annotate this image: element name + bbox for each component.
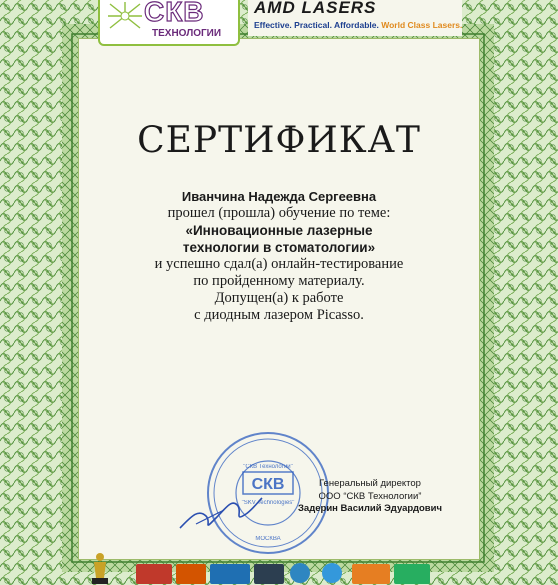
partner-logo-4 [254,564,284,584]
laser-line: с диодным лазером Picasso. [194,307,364,323]
test-passed-line: и успешно сдал(а) онлайн-тестирование [154,256,404,272]
signatory-name: Задерин Василий Эдуардович [297,503,442,514]
stamp-city: МОСКВА [255,536,281,542]
recipient-name: Иванчина Надежда Сергеевна [181,189,377,204]
course-topic-line-1: «Инновационные лазерные [185,223,373,238]
material-line: по пройденному материалу. [193,273,365,289]
tagline-main: Effective. Practical. Affordable. [254,20,379,30]
stamp-line-1: "СКВ Технологии" [243,464,293,470]
amd-lasers-brand: AMD LASERS [254,0,377,17]
certificate-text [0,188,558,324]
partner-logo-5 [394,564,430,584]
partner-logo-globe-2 [318,562,346,584]
skv-logo-subtitle: ТЕХНОЛОГИИ [152,28,222,39]
signatory-company: ООО “СКВ Технологии” [318,490,422,502]
tagline-accent: World Class Lasers. [381,20,463,30]
laser-star-icon [108,2,142,30]
stamp-line-2: "SKV Technologies" [241,500,295,506]
course-topic-line-2: технологии в стоматологии» [182,240,376,255]
skv-logo [98,0,240,46]
handwritten-signature [176,488,266,536]
partner-logos-strip [88,552,468,585]
award-figure-icon [88,552,112,585]
amd-lasers-logo [248,0,462,36]
partner-logo-3 [210,564,250,584]
partner-logo-globe-1 [286,562,314,584]
skv-logo-brand: СКВ [144,0,205,27]
signatory-position: Генеральный директор [319,478,421,489]
training-line: прошел (прошла) обучение по теме: [167,205,391,221]
partner-logo-top100 [352,564,390,584]
certificate-title: СЕРТИФИКАТ [137,120,421,161]
stamp-center-text: СКВ [251,476,285,493]
amd-lasers-tagline [254,20,462,30]
partner-logo-2 [176,564,206,584]
partner-logo-1 [136,564,172,584]
signatory-block [290,478,450,516]
admission-line: Допущен(а) к работе [214,290,344,306]
